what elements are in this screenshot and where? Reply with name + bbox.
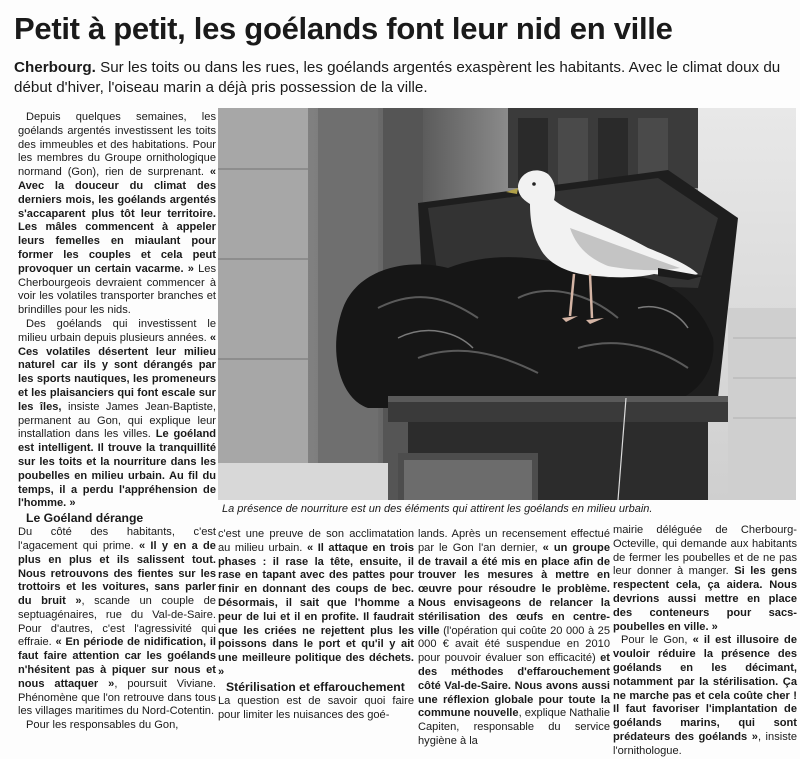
paragraph	[18, 318, 216, 511]
quote: et des méthodes d'effarouchement côté Val-de-Saire. Nous avons aussi une réflexion globale pour toute la commune nouvelle	[418, 652, 610, 720]
text: , explique Nathalie Capiten, responsable du service hygiène à la	[418, 707, 610, 747]
text: Du côté des habitants, c'est l'agacement qui prime.	[18, 526, 216, 552]
text: Pour le Gon,	[621, 634, 693, 647]
seagull-on-bin-photo	[218, 108, 796, 500]
text: Depuis quelques semaines, les goélands argentés investissent les toits des immeubles et des habitations. Pour les membres du Groupe ornithologique normand (Gon), rien de surprenant.	[18, 111, 216, 179]
paragraph: La question est de savoir quoi faire pour limiter les nuisances des goé-	[218, 694, 414, 721]
text: , poursuit Viviane. Phénomène que l'on retrouve dans tous les villages maritimes du Nord-Cotentin.	[18, 677, 216, 718]
paragraph: Pour les responsables du Gon,	[26, 719, 179, 732]
quote: « Ces volatiles désertent leur milieu naturel car ils y sont dérangés par les sports nautiques, les promeneurs et les plaisanciers qui font escale sur les îles,	[18, 331, 216, 413]
text: lands. Après un recensement effectué par le Gon l'an dernier,	[418, 528, 610, 554]
text: (l'opération qui coûte 20 000 à 25 000 € avait été suspendue en 2010 pour pouvoir évaluer son efficacité)	[418, 624, 610, 665]
paragraph	[613, 634, 797, 758]
lede-place: Cherbourg.	[14, 59, 96, 76]
quote: « un groupe de travail a été mis en place afin de trouver les mesures à mettre en œuvre pour résoudre le problème. Nous envisageons de relancer la stérilisation des œufs en centre-ville	[418, 541, 610, 637]
quote: « Avec la douceur du climat des derniers mois, les goélands argentés s'accaparent plus tôt leur territoire. Les mâles commencent à appeler leurs femelles en miaulant pour former les couples et cela peut provoquer un certain vacarme. »	[18, 166, 216, 275]
subhead-goeland-derange: Le Goéland dérange	[26, 511, 144, 526]
lede-text: Sur les toits ou dans les rues, les goélands argentés exaspèrent les habitants. Avec le climat doux du début d'hiver, l'oiseau marin a déjà pris possession de la ville.	[14, 59, 781, 96]
headline: Petit à petit, les goélands font leur nid en ville	[14, 11, 673, 46]
subhead-sterilisation: Stérilisation et effarouchement	[226, 679, 405, 694]
quote: Si les gens respectent cela, ça aidera. Nous devrions aussi mettre en place des conteneurs pour sacs-poubelles en ville. »	[613, 565, 797, 633]
text: insiste James Jean-Baptiste, permanent au Gon, qui explique leur installation dans les villes.	[18, 400, 216, 441]
article-column-1	[18, 111, 216, 738]
article-column-2	[218, 528, 414, 738]
quote: « il est illusoire de vouloir réduire la présence des goélands en les décimant, notamment par la stérilisation. Ça ne marche pas et cela coûte cher ! Il faut favoriser l'implantation de goélands marins, qui sont prédateurs des goélands »	[613, 634, 797, 743]
paragraph	[613, 524, 797, 634]
text: c'est une preuve de son acclimatation au milieu urbain.	[218, 528, 414, 554]
text: mairie déléguée de Cherbourg-Octeville, qui demande aux habitants de fermer les poubelles et de ne pas leur donner à manger.	[613, 524, 797, 578]
text: , insiste l'ornithologue.	[613, 730, 797, 757]
text: Des goélands qui investissent le milieu urbain depuis plusieurs années.	[18, 317, 216, 344]
paragraph	[218, 528, 414, 680]
photo-caption: La présence de nourriture est un des éléments qui attirent les goélands en milieu urbain.	[222, 503, 653, 515]
text: Les Cherbourgeois devraient commencer à voir les volatiles transporter branches et brindilles pour les nids.	[18, 262, 216, 317]
article-column-4	[613, 524, 797, 757]
paragraph	[418, 528, 610, 749]
lede	[14, 58, 794, 98]
quote: « Il attaque en trois phases : il rase la tête, ensuite, il rase en tapant avec des pattes pour finir en donnant des coups de bec. Désormais, il sait que l'homme a peur de lui et il en profite. Il faudrait que les criées ne rejettent plus les poissons dans le port et qu'il y ait une meilleure politique des déchets. »	[218, 541, 415, 678]
photo	[218, 108, 796, 500]
paragraph	[18, 111, 216, 318]
quote: « Il y en a de plus en plus et ils salissent tout. Nous retrouvons des fientes sur les trottoirs et les voitures, sans parler du bruit »	[18, 539, 216, 608]
quote: Le goéland est intelligent. Il trouve la tranquillité sur les toits et la nourriture dans les poubelles en milieu urbain. Au fil du temps, il a perdu l'appréhension de l'homme. »	[18, 428, 217, 510]
article-column-3	[418, 528, 610, 747]
text: , scande un couple de septuagénaires, rue du Val-de-Saire. Pour d'autres, c'est l'agressivité qui effraie.	[18, 595, 216, 649]
paragraph	[18, 526, 216, 719]
quote: « En période de nidification, il faut faire attention car les goélands n'hésitent pas à piquer sur nous et nous attaquer »	[18, 636, 216, 690]
